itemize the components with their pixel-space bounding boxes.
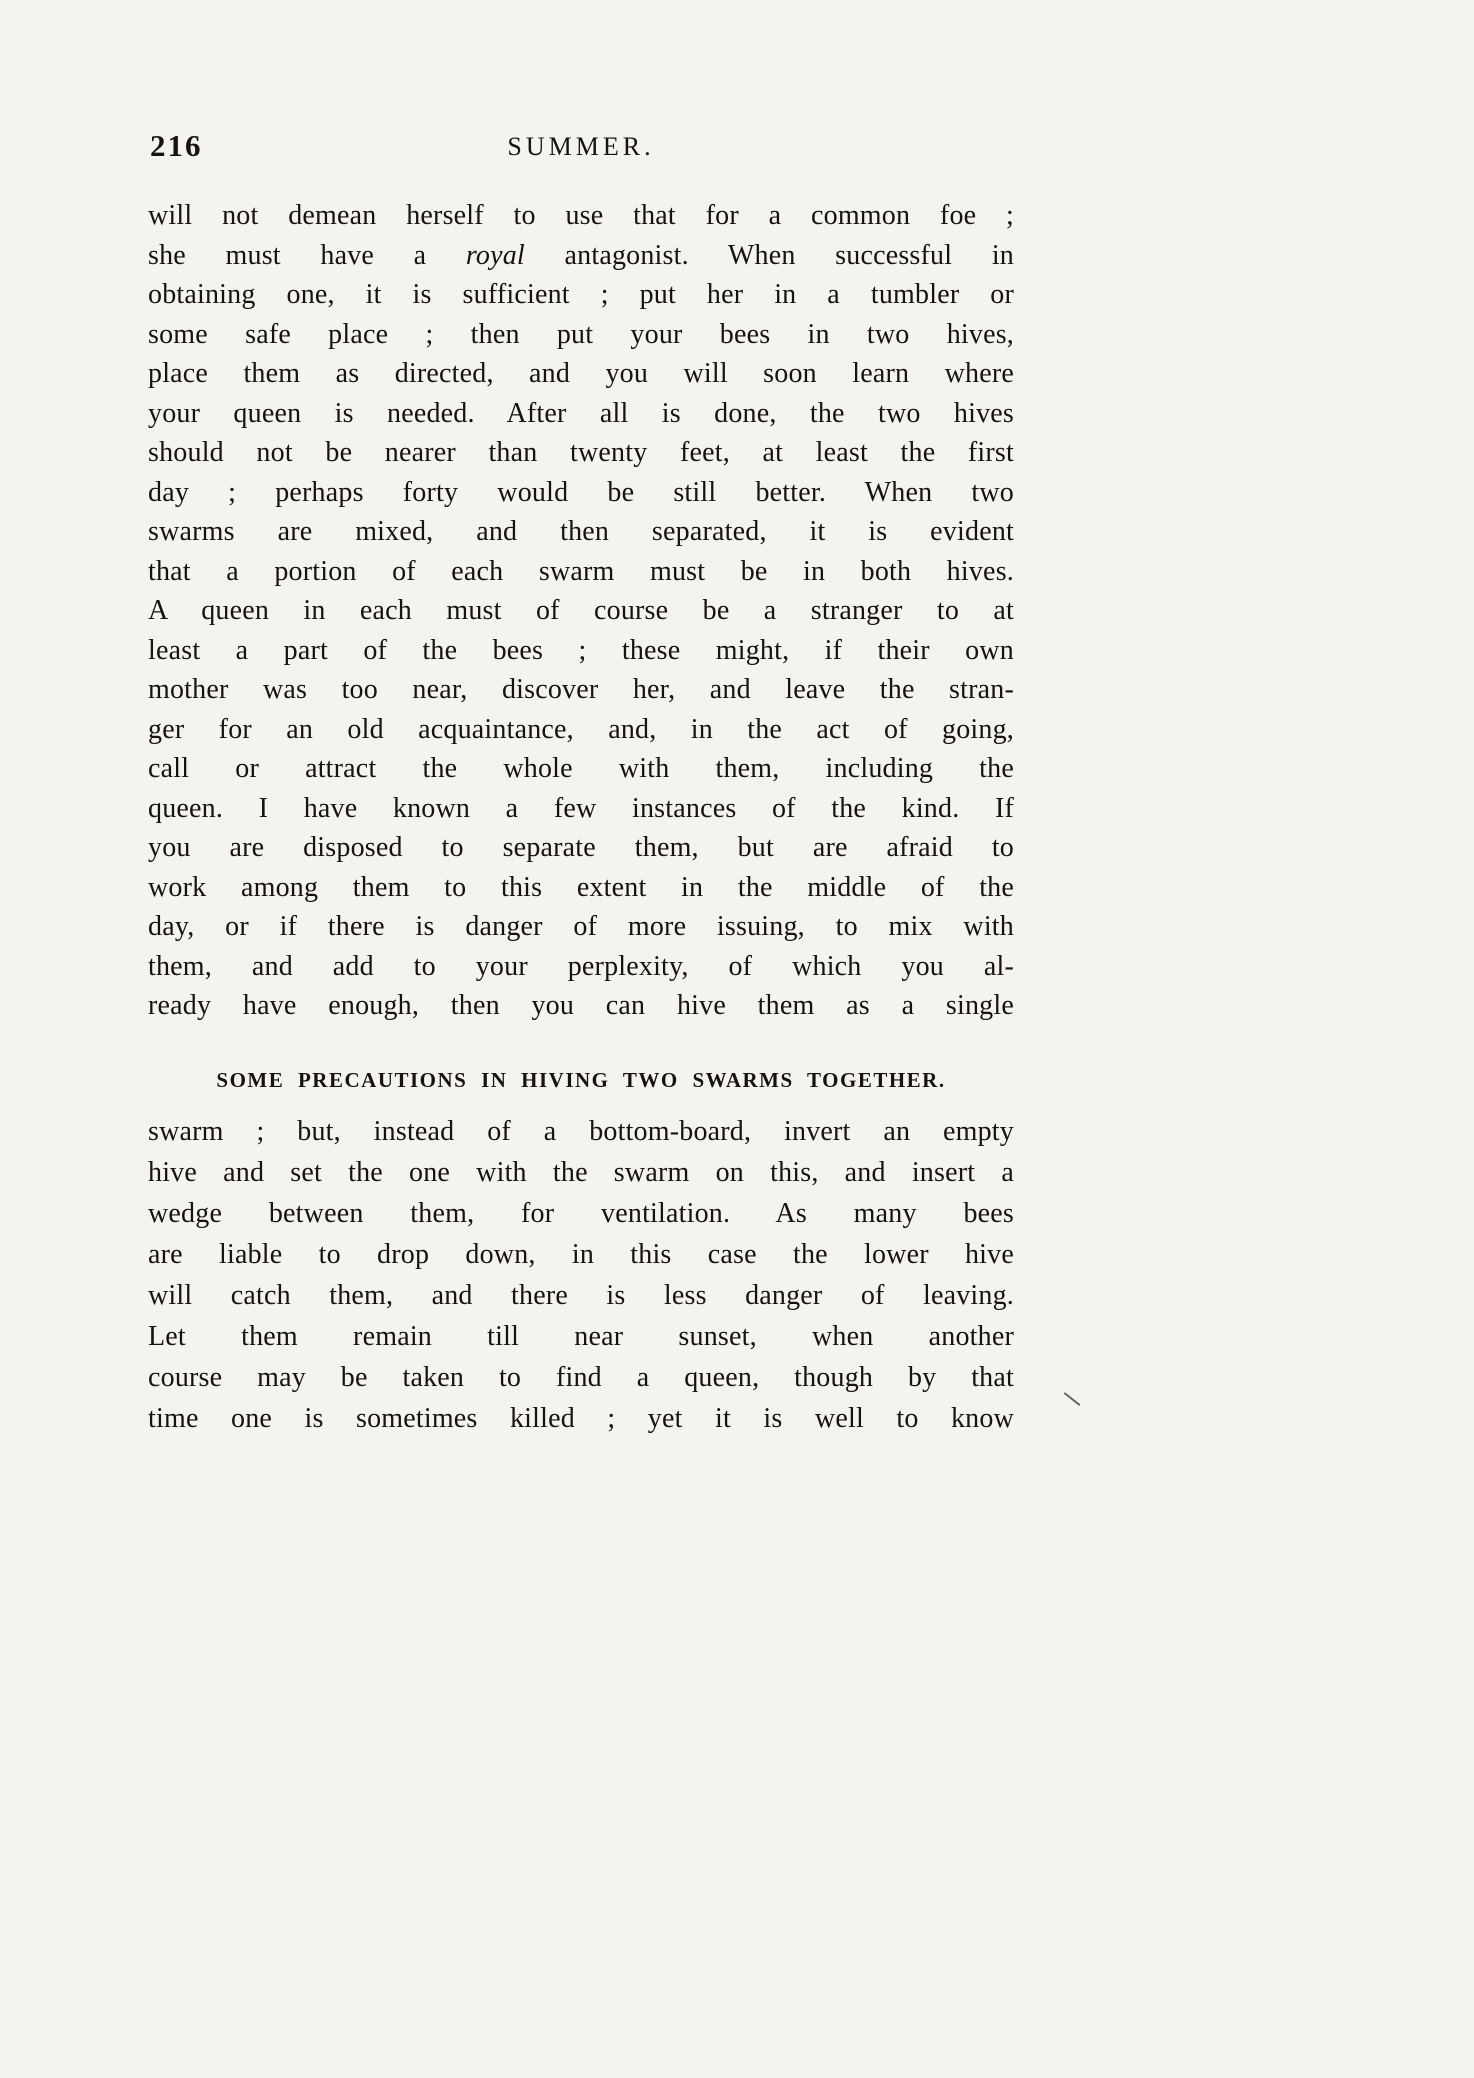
text-line bbox=[148, 1152, 1014, 1193]
body-text: them, and add to your perplexity, of which you al- bbox=[148, 950, 1014, 982]
body-text: ready have enough, then you can hive them as a single bbox=[148, 990, 1014, 1021]
body-text: you are disposed to separate them, but are afraid to bbox=[148, 832, 1014, 863]
body-text: some safe place ; then put your bees in two hives, bbox=[148, 318, 1014, 350]
text-line bbox=[148, 986, 1014, 1026]
text-line bbox=[148, 275, 1014, 315]
text-line bbox=[148, 1398, 1014, 1439]
page-number: 216 bbox=[150, 128, 203, 163]
text-line bbox=[148, 236, 1014, 276]
body-text: are liable to drop down, in this case the lower hive bbox=[148, 1238, 1014, 1270]
text-line bbox=[148, 552, 1014, 592]
text-line bbox=[148, 749, 1014, 789]
body-text: that a portion of each swarm must be in both hives. bbox=[148, 555, 1014, 587]
pen-mark-artifact bbox=[1064, 1392, 1081, 1406]
body-text: obtaining one, it is sufficient ; put her in a tumbler or bbox=[148, 279, 1014, 310]
body-text: place them as directed, and you will soon learn where bbox=[148, 358, 1014, 389]
text-line bbox=[148, 512, 1014, 552]
text-line bbox=[148, 591, 1014, 631]
body-text: wedge between them, for ventilation. As many bees bbox=[148, 1197, 1014, 1229]
text-line bbox=[148, 473, 1014, 513]
body-text: should not be nearer than twenty feet, at least the first bbox=[148, 437, 1014, 468]
text-line bbox=[148, 907, 1014, 947]
text-line bbox=[148, 1275, 1014, 1316]
page-content bbox=[148, 128, 1014, 1439]
body-text: day, or if there is danger of more issuing, to mix with bbox=[148, 911, 1014, 942]
text-line bbox=[148, 1193, 1014, 1234]
body-text: queen. I have known a few instances of the kind. If bbox=[148, 792, 1014, 824]
text-line bbox=[148, 1234, 1014, 1275]
italic-text: royal bbox=[465, 239, 525, 271]
text-line bbox=[148, 196, 1014, 236]
body-text: Let them remain till near sunset, when another bbox=[148, 1320, 1014, 1352]
text-line bbox=[148, 828, 1014, 868]
text-line bbox=[148, 1316, 1014, 1357]
body-text: least a part of the bees ; these might, if their own bbox=[148, 634, 1014, 666]
text-line bbox=[148, 789, 1014, 829]
body-text: ger for an old acquaintance, and, in the act of going, bbox=[148, 713, 1014, 745]
body-text: course may be taken to find a queen, though by that bbox=[148, 1361, 1014, 1393]
paragraph-1 bbox=[148, 196, 1014, 1026]
text-line bbox=[148, 947, 1014, 987]
section-heading: SOME PRECAUTIONS IN HIVING TWO SWARMS TOGETHER. bbox=[216, 1067, 946, 1092]
body-text: she must have a bbox=[148, 239, 466, 271]
text-line bbox=[148, 868, 1014, 908]
body-text: call or attract the whole with them, including the bbox=[148, 753, 1014, 784]
paragraph-2 bbox=[148, 1111, 1014, 1439]
text-line bbox=[148, 315, 1014, 355]
text-line bbox=[148, 1111, 1014, 1152]
body-text: A queen in each must of course be a stranger to at bbox=[148, 595, 1014, 626]
page-header bbox=[148, 128, 1014, 172]
text-line bbox=[148, 433, 1014, 473]
body-text: time one is sometimes killed ; yet it is well to know bbox=[148, 1402, 1014, 1434]
body-text: hive and set the one with the swarm on this, and insert a bbox=[148, 1156, 1014, 1188]
body-text: swarm ; but, instead of a bottom-board, invert an empty bbox=[148, 1115, 1014, 1147]
text-line bbox=[148, 631, 1014, 671]
body-text: antagonist. When successful in bbox=[524, 239, 1014, 271]
body-text: will catch them, and there is less danger of leaving. bbox=[148, 1279, 1014, 1311]
body-text: work among them to this extent in the middle of the bbox=[148, 871, 1014, 903]
text-line bbox=[148, 394, 1014, 434]
text-line bbox=[148, 1357, 1014, 1398]
text-line bbox=[148, 670, 1014, 710]
text-line bbox=[148, 354, 1014, 394]
body-text: will not demean herself to use that for a common foe ; bbox=[148, 200, 1014, 231]
body-text: day ; perhaps forty would be still better. When two bbox=[148, 476, 1014, 508]
body-text: your queen is needed. After all is done, the two hives bbox=[148, 397, 1014, 429]
text-line bbox=[148, 710, 1014, 750]
running-title: SUMMER. bbox=[507, 132, 655, 161]
body-text: mother was too near, discover her, and leave the stran- bbox=[148, 674, 1014, 705]
body-text: swarms are mixed, and then separated, it is evident bbox=[148, 516, 1014, 547]
